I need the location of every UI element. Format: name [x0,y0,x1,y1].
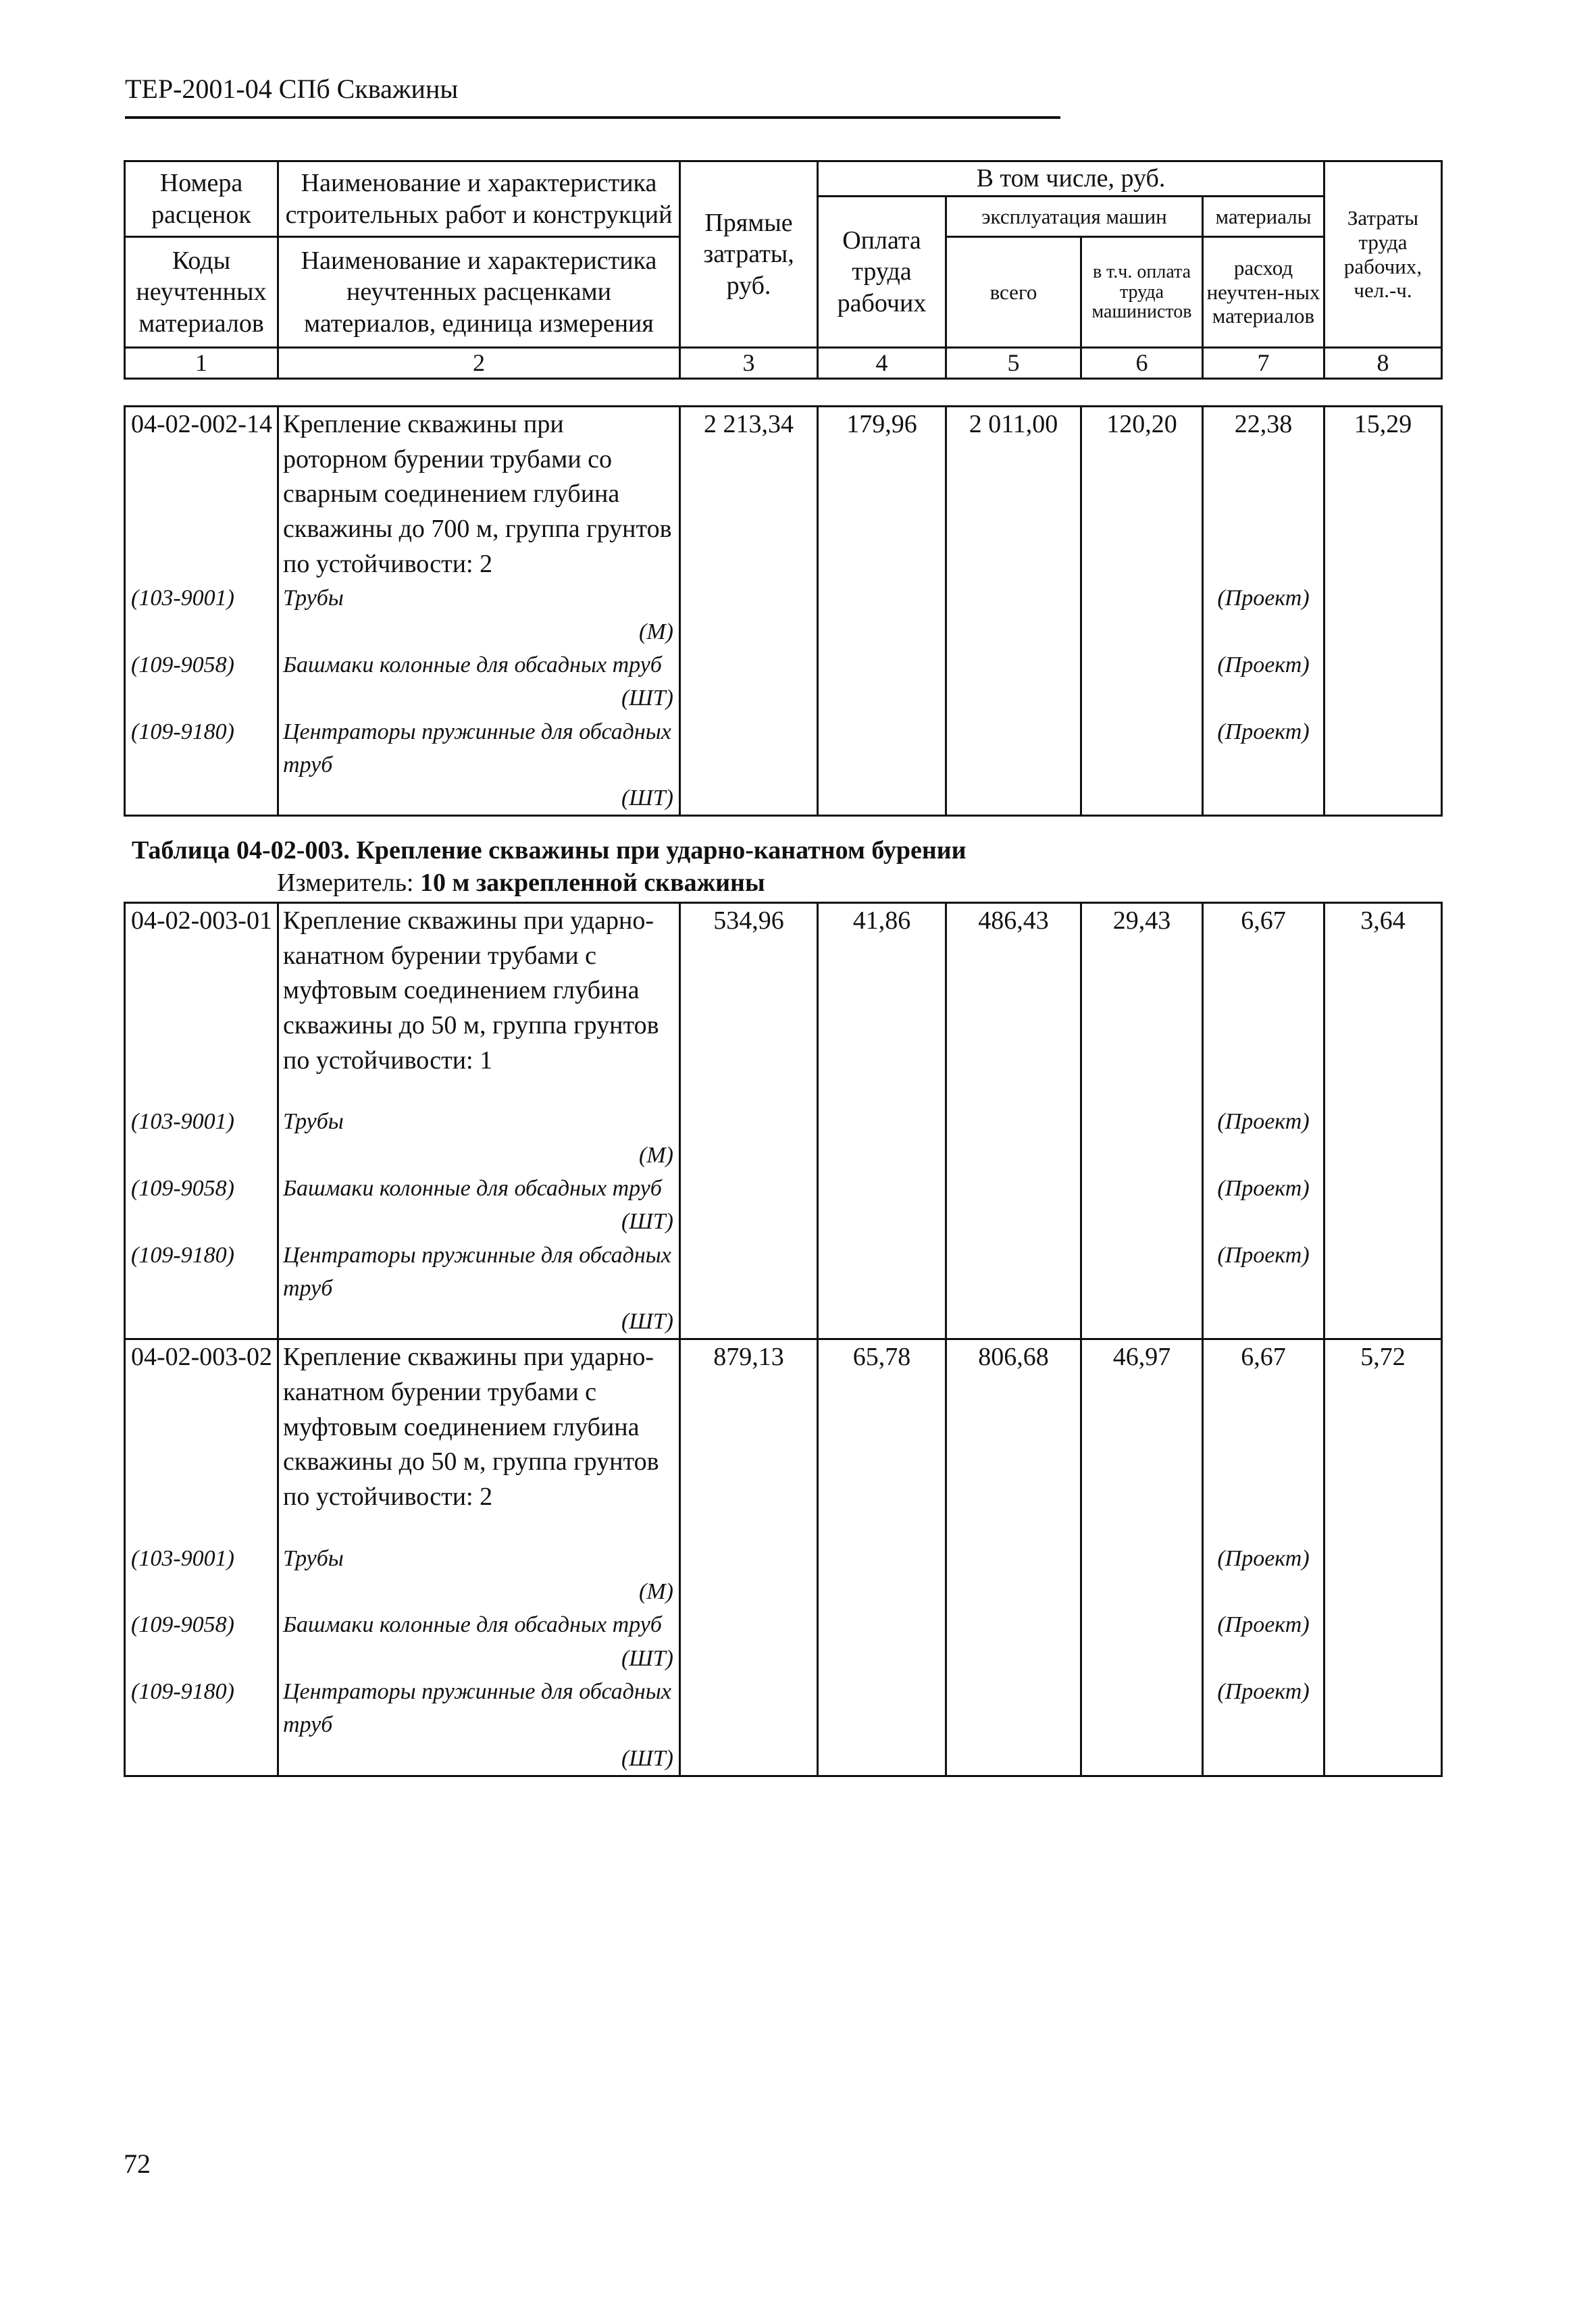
table-row [125,1339,1442,1515]
material-row [125,1542,1442,1609]
material-unit: (М) [639,1579,673,1605]
rate-code: 04-02-002-14 [125,407,278,582]
material-note: (Проект) [1203,715,1324,816]
material-name: Трубы [283,586,344,611]
material-unit: (М) [639,619,673,644]
measure-line [277,868,765,898]
material-row [125,648,1442,715]
page-number: 72 [124,2149,151,2179]
material-name: Трубы [283,1109,344,1135]
material-note: (Проект) [1203,1172,1324,1239]
labor-hours: 15,29 [1324,407,1442,582]
material-note: (Проект) [1203,1675,1324,1776]
material-name: Центраторы пружинные для обсадных труб [283,719,671,777]
material-name: Трубы [283,1545,344,1571]
col1-bottom-header: Коды неучтенных материалов [125,237,278,348]
material-unit: (ШТ) [621,1209,673,1235]
machinists-pay: 46,97 [1081,1339,1203,1515]
group-header: В том числе, руб. [818,161,1324,197]
rate-description: Крепление скважины при ударно-канатном бурении трубами с муфтовым соединением глубина скважины до 50 м, группа грунтов по устойчивости: 1 [278,903,680,1079]
labor-hours: 5,72 [1324,1339,1442,1515]
material-code: (109-9180) [125,1239,278,1339]
labor-hours: 3,64 [1324,903,1442,1079]
col3-header: Прямые затраты, руб. [680,161,818,348]
direct-costs: 534,96 [680,903,818,1079]
material-name: Башмаки колонные для обсадных труб [283,1612,662,1638]
running-header: ТЕР-2001-04 СПб Скважины [125,74,459,104]
column-number: 7 [1203,348,1324,379]
col2-top-header: Наименование и характеристика строительных работ и конструкций [278,161,680,237]
material-code: (109-9180) [125,715,278,816]
col6-header: в т.ч. оплата труда машинистов [1081,237,1203,348]
column-number: 4 [818,348,946,379]
material-name: Центраторы пружинные для обсадных труб [283,1678,671,1738]
column-header-table [124,160,1443,380]
measure-value: 10 м закрепленной скважины [420,869,765,897]
machines-total: 806,68 [946,1339,1081,1515]
material-row [125,582,1442,648]
rate-code: 04-02-003-02 [125,1339,278,1515]
machines-total: 486,43 [946,903,1081,1079]
material-note: (Проект) [1203,1608,1324,1675]
column-number: 8 [1324,348,1442,379]
labor-pay: 179,96 [818,407,946,582]
rates-table-section-1 [124,405,1443,817]
materials-cost: 6,67 [1203,1339,1324,1515]
material-note: (Проект) [1203,648,1324,715]
material-note: (Проект) [1203,1239,1324,1339]
table-row [125,903,1442,1079]
labor-pay: 41,86 [818,903,946,1079]
material-row [125,1675,1442,1776]
material-note: (Проект) [1203,1105,1324,1172]
rate-description: Крепление скважины при роторном бурении трубами со сварным соединением глубина скважины до 700 м, группа грунтов по устойчивости: 2 [278,407,680,582]
direct-costs: 2 213,34 [680,407,818,582]
material-note: (Проект) [1203,1542,1324,1609]
machines-total: 2 011,00 [946,407,1081,582]
material-name: Башмаки колонные для обсадных труб [283,1175,662,1201]
col1-top-header: Номера расценок [125,161,278,237]
material-unit: (ШТ) [621,686,673,711]
material-unit: (ШТ) [621,786,673,811]
material-unit: (ШТ) [621,1309,673,1335]
column-number: 2 [278,348,680,379]
machinists-pay: 29,43 [1081,903,1203,1079]
material-row [125,1608,1442,1675]
materials-header: материалы [1203,197,1324,237]
material-code: (109-9058) [125,648,278,715]
materials-cost: 6,67 [1203,903,1324,1079]
column-number: 1 [125,348,278,379]
column-number: 6 [1081,348,1203,379]
material-unit: (ШТ) [621,1745,673,1771]
machinists-pay: 120,20 [1081,407,1203,582]
column-number: 3 [680,348,818,379]
material-code: (103-9001) [125,1105,278,1172]
table-row [125,407,1442,582]
material-unit: (М) [639,1142,673,1168]
machines-header: эксплуатация машин [946,197,1203,237]
table-title: Таблица 04-02-003. Крепление скважины при ударно-канатном бурении [132,836,967,865]
header-rule [125,116,1060,119]
rate-description: Крепление скважины при ударно-канатном бурении трубами с муфтовым соединением глубина скважины до 50 м, группа грунтов по устойчивости: 2 [278,1339,680,1515]
material-code: (103-9001) [125,582,278,648]
material-row [125,715,1442,816]
material-code: (109-9180) [125,1675,278,1776]
material-name: Башмаки колонные для обсадных труб [283,652,662,677]
rate-code: 04-02-003-01 [125,903,278,1079]
col8-header: Затраты труда рабочих, чел.-ч. [1324,161,1442,348]
measure-label: Измеритель: [277,869,414,897]
col7-header: расход неучтен-ных материалов [1203,237,1324,348]
col4-header: Оплата труда рабочих [818,197,946,348]
materials-cost: 22,38 [1203,407,1324,582]
labor-pay: 65,78 [818,1339,946,1515]
material-row [125,1105,1442,1172]
material-code: (109-9058) [125,1608,278,1675]
col5-header: всего [946,237,1081,348]
column-number: 5 [946,348,1081,379]
material-code: (103-9001) [125,1542,278,1609]
rates-table-section-2 [124,902,1443,1777]
material-code: (109-9058) [125,1172,278,1239]
material-row [125,1172,1442,1239]
material-note: (Проект) [1203,582,1324,648]
material-name: Центраторы пружинные для обсадных труб [283,1242,671,1301]
material-unit: (ШТ) [621,1645,673,1671]
col2-bottom-header: Наименование и характеристика неучтенных расценками материалов, единица измерения [278,237,680,348]
material-row [125,1239,1442,1339]
direct-costs: 879,13 [680,1339,818,1515]
